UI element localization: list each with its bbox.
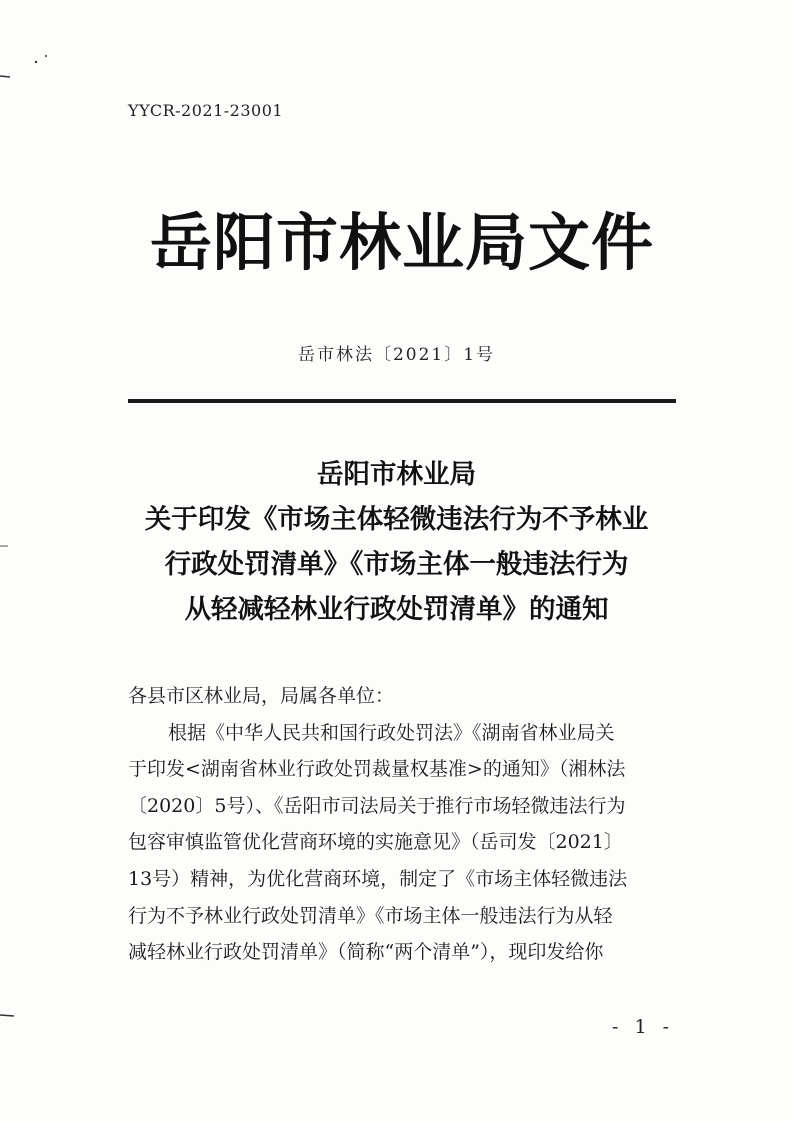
body-line: 包容审慎监管优化营商环境的实施意见》（岳司发〔2021〕 <box>128 831 623 854</box>
title-line: 关于印发《市场主体轻微违法行为不予林业 <box>144 504 649 535</box>
salutation: 各县市区林业局，局属各单位： <box>128 685 395 707</box>
notice-title <box>0 452 793 632</box>
body-text <box>128 678 668 971</box>
title-line: 从轻减轻林业行政处罚清单》的通知 <box>184 594 609 625</box>
document-code: YYCR-2021-23001 <box>128 101 284 120</box>
header-divider <box>128 399 676 403</box>
body-line: 13号）精神，为优化营商环境，制定了《市场主体轻微违法 <box>128 867 628 890</box>
body-line: 根据《中华人民共和国行政处罚法》《湖南省林业局关 <box>168 721 615 744</box>
title-line: 岳阳市林业局 <box>317 459 476 490</box>
page-number: - 1 - <box>612 1016 675 1038</box>
title-line: 行政处罚清单》《市场主体一般违法行为 <box>164 549 629 580</box>
org-header-title: 岳阳市林业局文件 <box>150 206 655 279</box>
document-number: 岳市林法〔2021〕1号 <box>297 345 496 365</box>
body-line: 于印发<湖南省林业行政处罚裁量权基准>的通知》（湘林法 <box>128 758 626 781</box>
body-line: 减轻林业行政处罚清单》（简称“两个清单”），现印发给你 <box>128 941 604 964</box>
body-line: 〔2020〕5号）、《岳阳市司法局关于推行市场轻微违法行为 <box>128 794 626 817</box>
body-line: 行为不予林业行政处罚清单》《市场主体一般违法行为从轻 <box>128 904 613 927</box>
